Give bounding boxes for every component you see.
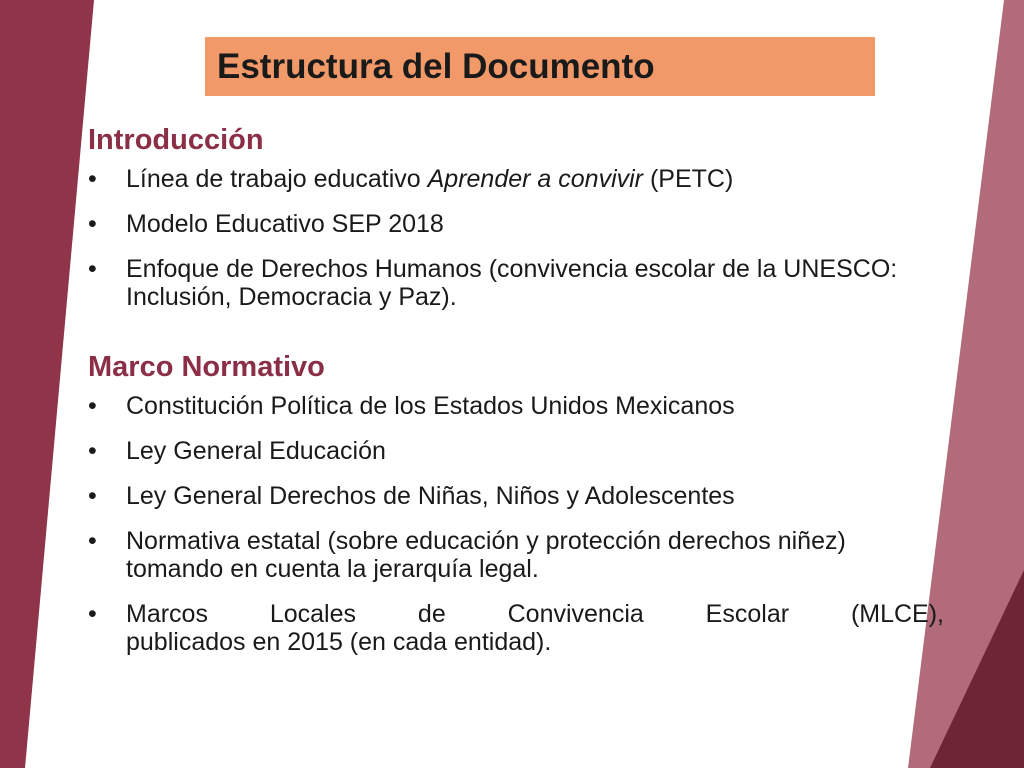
list-item (88, 600, 944, 656)
slide-title: Estructura del Documento (217, 46, 655, 86)
list-item (88, 482, 944, 510)
item-text: Modelo Educativo SEP 2018 (126, 210, 444, 238)
item-text: Constitución Política de los Estados Unidos Mexicanos (126, 392, 735, 420)
bullet-list (88, 392, 944, 656)
bullet-icon: • (88, 527, 97, 555)
item-text-line: publicados en 2015 (en cada entidad). (126, 628, 552, 656)
item-text: Ley General Educación (126, 437, 386, 465)
slide-content (88, 122, 944, 673)
item-text: Línea de trabajo educativo (126, 165, 428, 193)
list-item (88, 255, 944, 311)
item-text: (PETC) (643, 165, 734, 193)
item-text-line: Marcos Locales de Convivencia Escolar (MLCE), (126, 600, 944, 628)
bullet-icon: • (88, 255, 97, 283)
left-deco-band (0, 0, 94, 768)
bullet-icon: • (88, 437, 97, 465)
title-box (205, 37, 875, 96)
section-marco-normativo (88, 349, 944, 656)
list-item (88, 437, 944, 465)
section-heading: Introducción (88, 124, 264, 156)
list-item (88, 165, 944, 193)
bullet-icon: • (88, 482, 97, 510)
list-item (88, 392, 944, 420)
section-introduccion (88, 122, 944, 311)
bullet-icon: • (88, 210, 97, 238)
item-text: Normativa estatal (sobre educación y protección derechos niñez) tomando en cuenta la jerarquía legal. (126, 527, 846, 583)
list-item (88, 527, 944, 583)
bullet-list (88, 165, 944, 311)
bullet-icon: • (88, 600, 97, 628)
item-text: Enfoque de Derechos Humanos (convivencia escolar de la UNESCO: Inclusión, Democracia y Paz). (126, 255, 898, 311)
item-text: Ley General Derechos de Niñas, Niños y Adolescentes (126, 482, 735, 510)
list-item (88, 210, 944, 238)
section-heading: Marco Normativo (88, 351, 325, 383)
bullet-icon: • (88, 392, 97, 420)
bullet-icon: • (88, 165, 97, 193)
item-emphasis: Aprender a convivir (427, 165, 644, 193)
